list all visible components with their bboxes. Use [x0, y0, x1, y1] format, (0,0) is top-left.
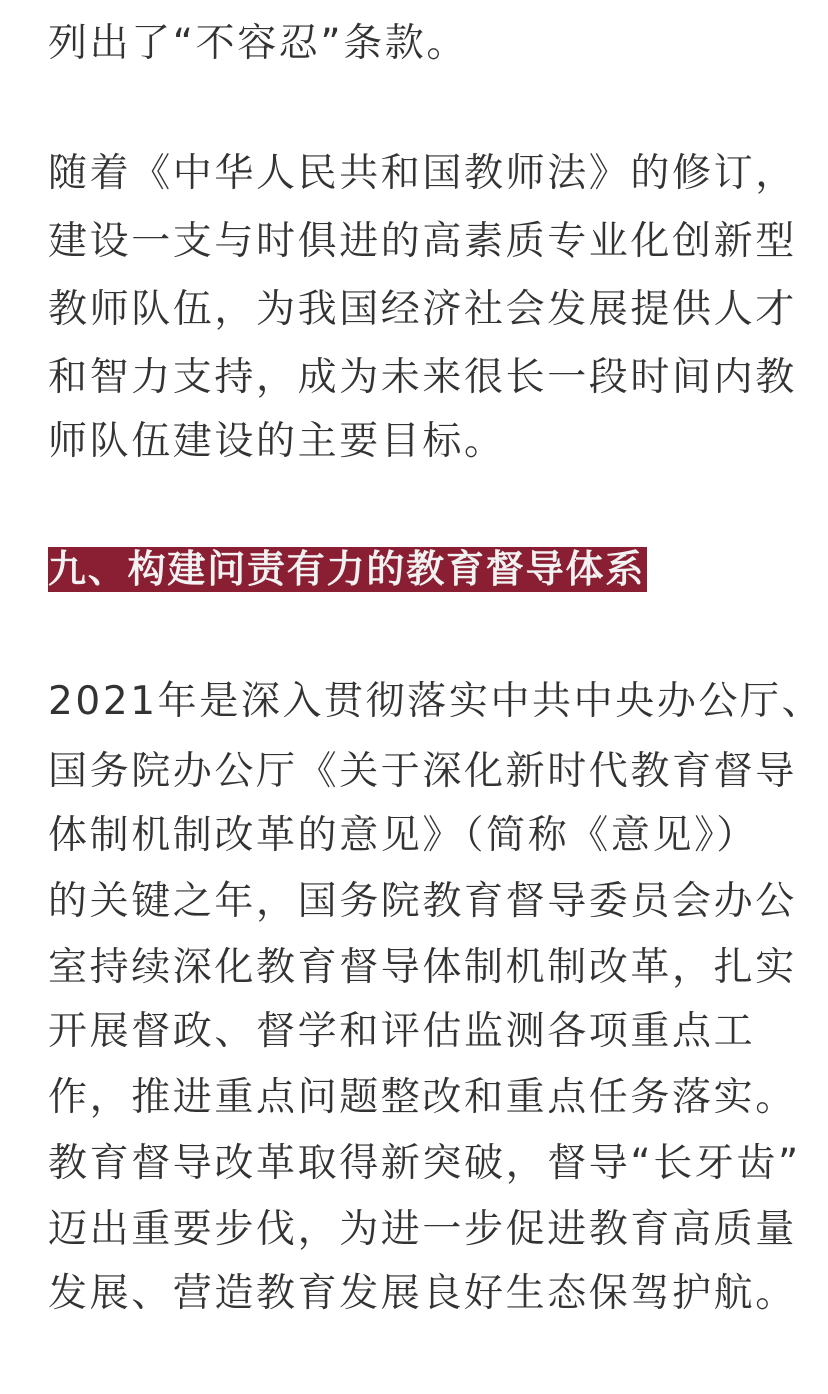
- paragraph-line: 和智力支持，成为未来很长一段时间内教: [48, 355, 797, 400]
- section-heading-text: 九、构建问责有力的教育督导体系: [48, 547, 646, 591]
- paragraph-line: 教育督导改革取得新突破，督导“长牙齿”: [48, 1141, 801, 1186]
- paragraph-line: 师队伍建设的主要目标。: [48, 419, 506, 464]
- paragraph-line: 的关键之年，国务院教育督导委员会办公: [48, 879, 797, 924]
- paragraph-line: 开展督政、督学和评估监测各项重点工: [48, 1009, 756, 1054]
- paragraph-line: 迈出重要步伐，为进一步促进教育高质量: [48, 1207, 797, 1252]
- paragraph-line: 列出了“不容忍”条款。: [48, 21, 469, 66]
- paragraph-line: 建设一支与时俱进的高素质专业化创新型: [48, 219, 797, 264]
- paragraph-line: 教师队伍，为我国经济社会发展提供人才: [48, 287, 797, 332]
- paragraph-line: 发展、营造教育发展良好生态保驾护航。: [48, 1271, 797, 1316]
- section-heading: [48, 547, 647, 592]
- paragraph-line: 国务院办公厅《关于深化新时代教育督导: [48, 749, 797, 794]
- paragraph-line: 随着《中华人民共和国教师法》的修订，: [48, 151, 797, 196]
- paragraph-line: 作，推进重点问题整改和重点任务落实。: [48, 1075, 797, 1120]
- paragraph-line: 体制机制改革的意见》（简称《意见》）: [48, 813, 758, 858]
- paragraph-line: 2021年是深入贯彻落实中共中央办公厅、: [48, 679, 824, 724]
- paragraph-line: 室持续深化教育督导体制机制改革，扎实: [48, 945, 797, 990]
